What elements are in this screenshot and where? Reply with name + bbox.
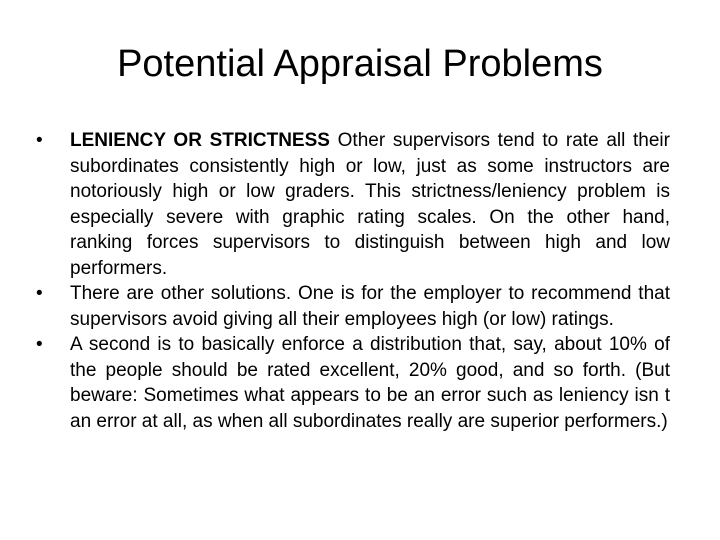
bullet-distribution: [36, 332, 670, 434]
bullet-text: There are other solutions. One is for the employer to recommend that supervisors avoid giving all their employees high (or low) ratings.: [70, 283, 670, 330]
bullet-dot-icon: •: [36, 283, 43, 304]
slide-title: Potential Appraisal Problems: [117, 43, 603, 85]
bullet-dot-icon: •: [36, 334, 43, 355]
bullet-dot-icon: •: [36, 130, 43, 151]
bullet-text: Other supervisors tend to rate all their subordinates consistently high or low, just as some instructors are notoriously high or low graders. This strictness/leniency problem is especially severe with graphic rating scales. On the other hand, ranking forces supervisors to distinguish between high and low performers.: [70, 130, 670, 279]
bullet-list: [36, 128, 670, 434]
bullet-text: A second is to basically enforce a distribution that, say, about 10% of the people should be rated excellent, 20% good, and so forth. (But beware: Sometimes what appears to be an error such as leniency isn t an error at all, as when all subordinates really are superior performers.): [70, 334, 670, 432]
bullet-other-solutions: [36, 281, 670, 332]
bullet-lead-heading: LENIENCY OR STRICTNESS: [70, 130, 330, 151]
bullet-leniency-strictness: [36, 128, 670, 281]
